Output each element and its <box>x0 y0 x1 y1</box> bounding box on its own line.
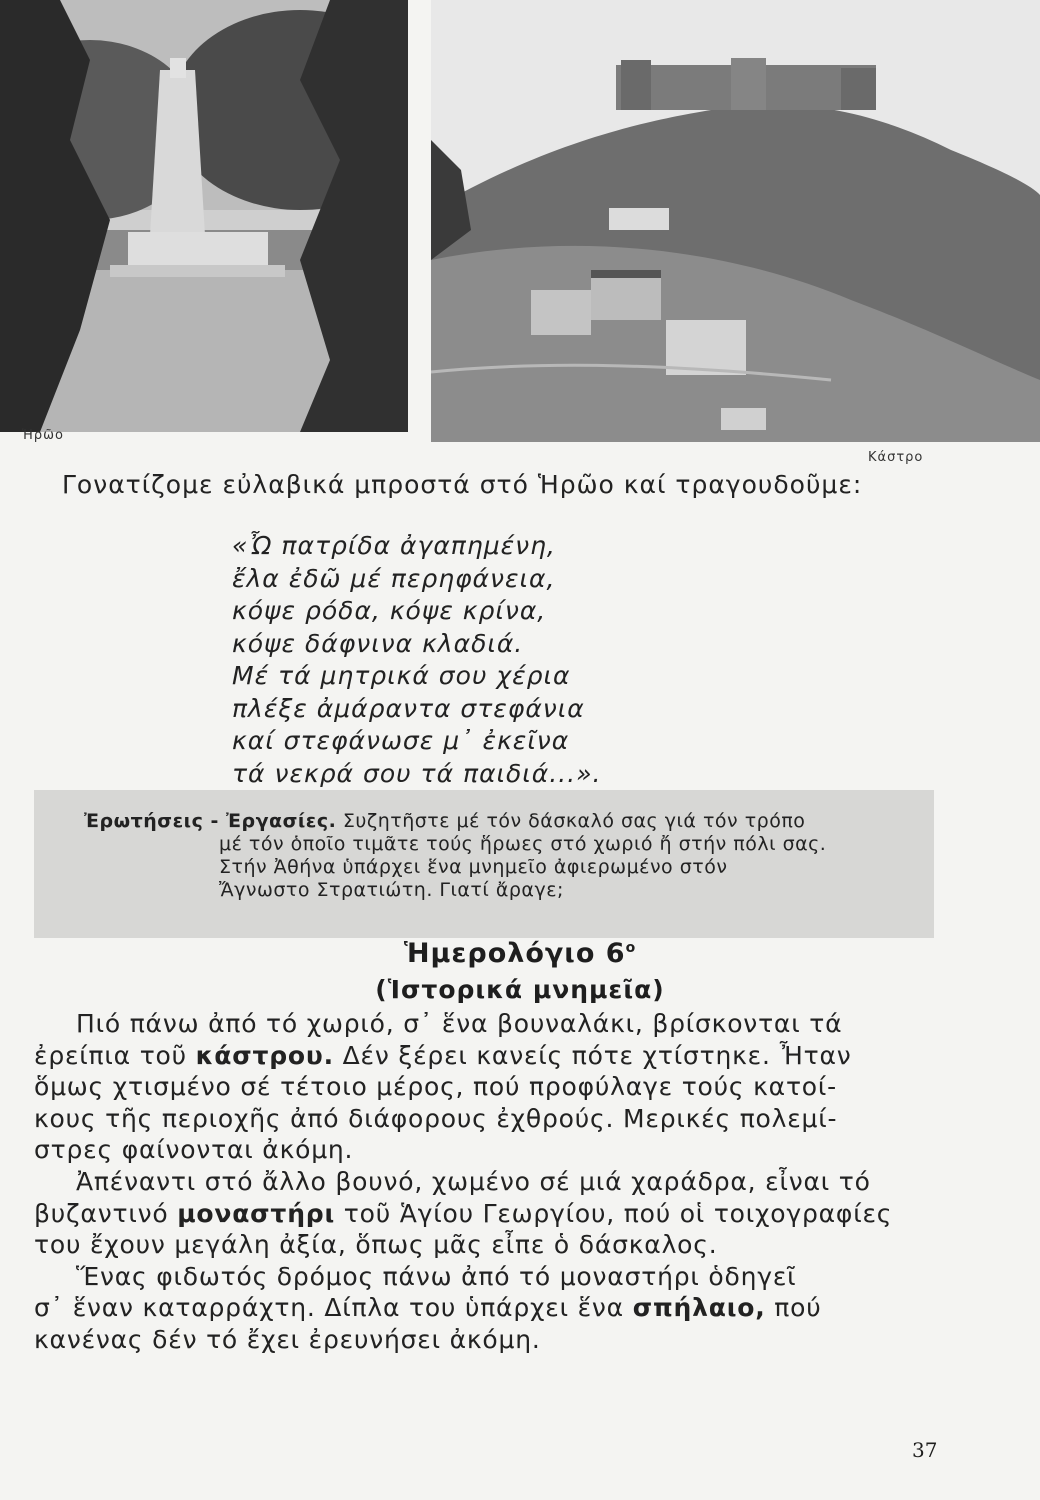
questions-label: Ἐρωτήσεις - Ἐργασίες. <box>84 810 337 832</box>
diary-subtitle: (Ἱστορικά μνημεῖα) <box>375 975 665 1004</box>
poem-line: κόψε δάφνινα κλαδιά. <box>232 628 524 658</box>
questions-line: Συζητῆστε μέ τόν δάσκαλό σας γιά τόν τρόπο <box>342 810 806 832</box>
keyword-monastery: μοναστήρι <box>177 1198 336 1228</box>
heroon-caption: Ἡρῶο <box>22 428 64 443</box>
questions-line: Στήν Ἀθήνα ὑπάρχει ἕνα μνημεῖο ἀφιερωμένο στόν <box>219 856 728 878</box>
body-line: ὅμως χτισμένο σέ τέτοιο μέρος, πού προφύλαγε τούς κατοί- <box>34 1072 837 1102</box>
body-line: ἐρείπια τοῦ κάστρου. Δέν ξέρει κανείς πότε χτίστηκε. Ἦταν <box>34 1040 852 1070</box>
poem <box>232 530 601 790</box>
body-line: κανένας δέν τό ἔχει ἐρευνήσει ἀκόμη. <box>34 1324 541 1354</box>
page-number: 37 <box>912 1438 938 1462</box>
keyword-cave: σπήλαιο, <box>632 1293 766 1323</box>
diary-title: Ἡμερολόγιο $6^o$ <box>403 938 637 969</box>
body-text <box>34 1008 934 1356</box>
questions-line: μέ τόν ὁποῖο τιμᾶτε τούς ἥρωες στό χωριό ἤ στήν πόλι σας. <box>219 833 827 855</box>
body-line: Ἀπέναντι στό ἄλλο βουνό, χωμένο σέ μιά χαράδρα, εἶναι τό <box>76 1166 871 1196</box>
poem-line: Μέ τά μητρικά σου χέρια <box>232 661 571 690</box>
body-line: σ᾽ ἕναν καταρράχτη. Δίπλα του ὑπάρχει ἕνα σπήλαιο, πού <box>34 1293 822 1323</box>
poem-line: πλέξε ἀμάραντα στεφάνια <box>232 693 585 723</box>
castle-photo <box>431 0 1040 442</box>
body-line: στρες φαίνονται ἀκόμη. <box>34 1135 354 1165</box>
body-line: του ἔχουν μεγάλη ἀξία, ὅπως μᾶς εἶπε ὁ δάσκαλος. <box>34 1230 718 1260</box>
poem-line: καί στεφάνωσε μ᾽ ἐκεῖνα <box>232 726 570 755</box>
body-line: Πιό πάνω ἀπό τό χωριό, σ᾽ ἕνα βουναλάκι, βρίσκονται τά <box>76 1009 843 1038</box>
diary-title-superscript: ο <box>625 940 637 956</box>
body-line: βυζαντινό μοναστήρι τοῦ Ἁγίου Γεωργίου, πού οἱ τοιχογραφίες <box>34 1198 893 1228</box>
poem-line: τά νεκρά σου τά παιδιά...». <box>232 758 602 788</box>
poem-line: «Ὦ πατρίδα ἀγαπημένη, <box>232 531 556 560</box>
body-line: κους τῆς περιοχῆς ἀπό διάφορους ἐχθρούς. Μερικές πολεμί- <box>34 1103 838 1133</box>
castle-caption: Κάστρο <box>868 450 924 465</box>
heroon-photo <box>0 0 408 432</box>
questions-line: Ἄγνωστο Στρατιώτη. Γιατί ἄραγε; <box>219 879 564 901</box>
poem-line: ἔλα ἐδῶ μέ περηφάνεια, <box>232 563 556 593</box>
body-line: Ἕνας φιδωτός δρόμος πάνω ἀπό τό μοναστήρι ὁδηγεῖ <box>76 1261 797 1291</box>
keyword-castle: κάστρου. <box>195 1040 334 1070</box>
poem-line: κόψε ρόδα, κόψε κρίνα, <box>232 596 547 625</box>
questions-box <box>34 790 934 938</box>
intro-sentence: Γονατίζομε εὐλαβικά μπροστά στό Ἡρῶο καί τραγουδοῦμε: <box>62 470 863 499</box>
